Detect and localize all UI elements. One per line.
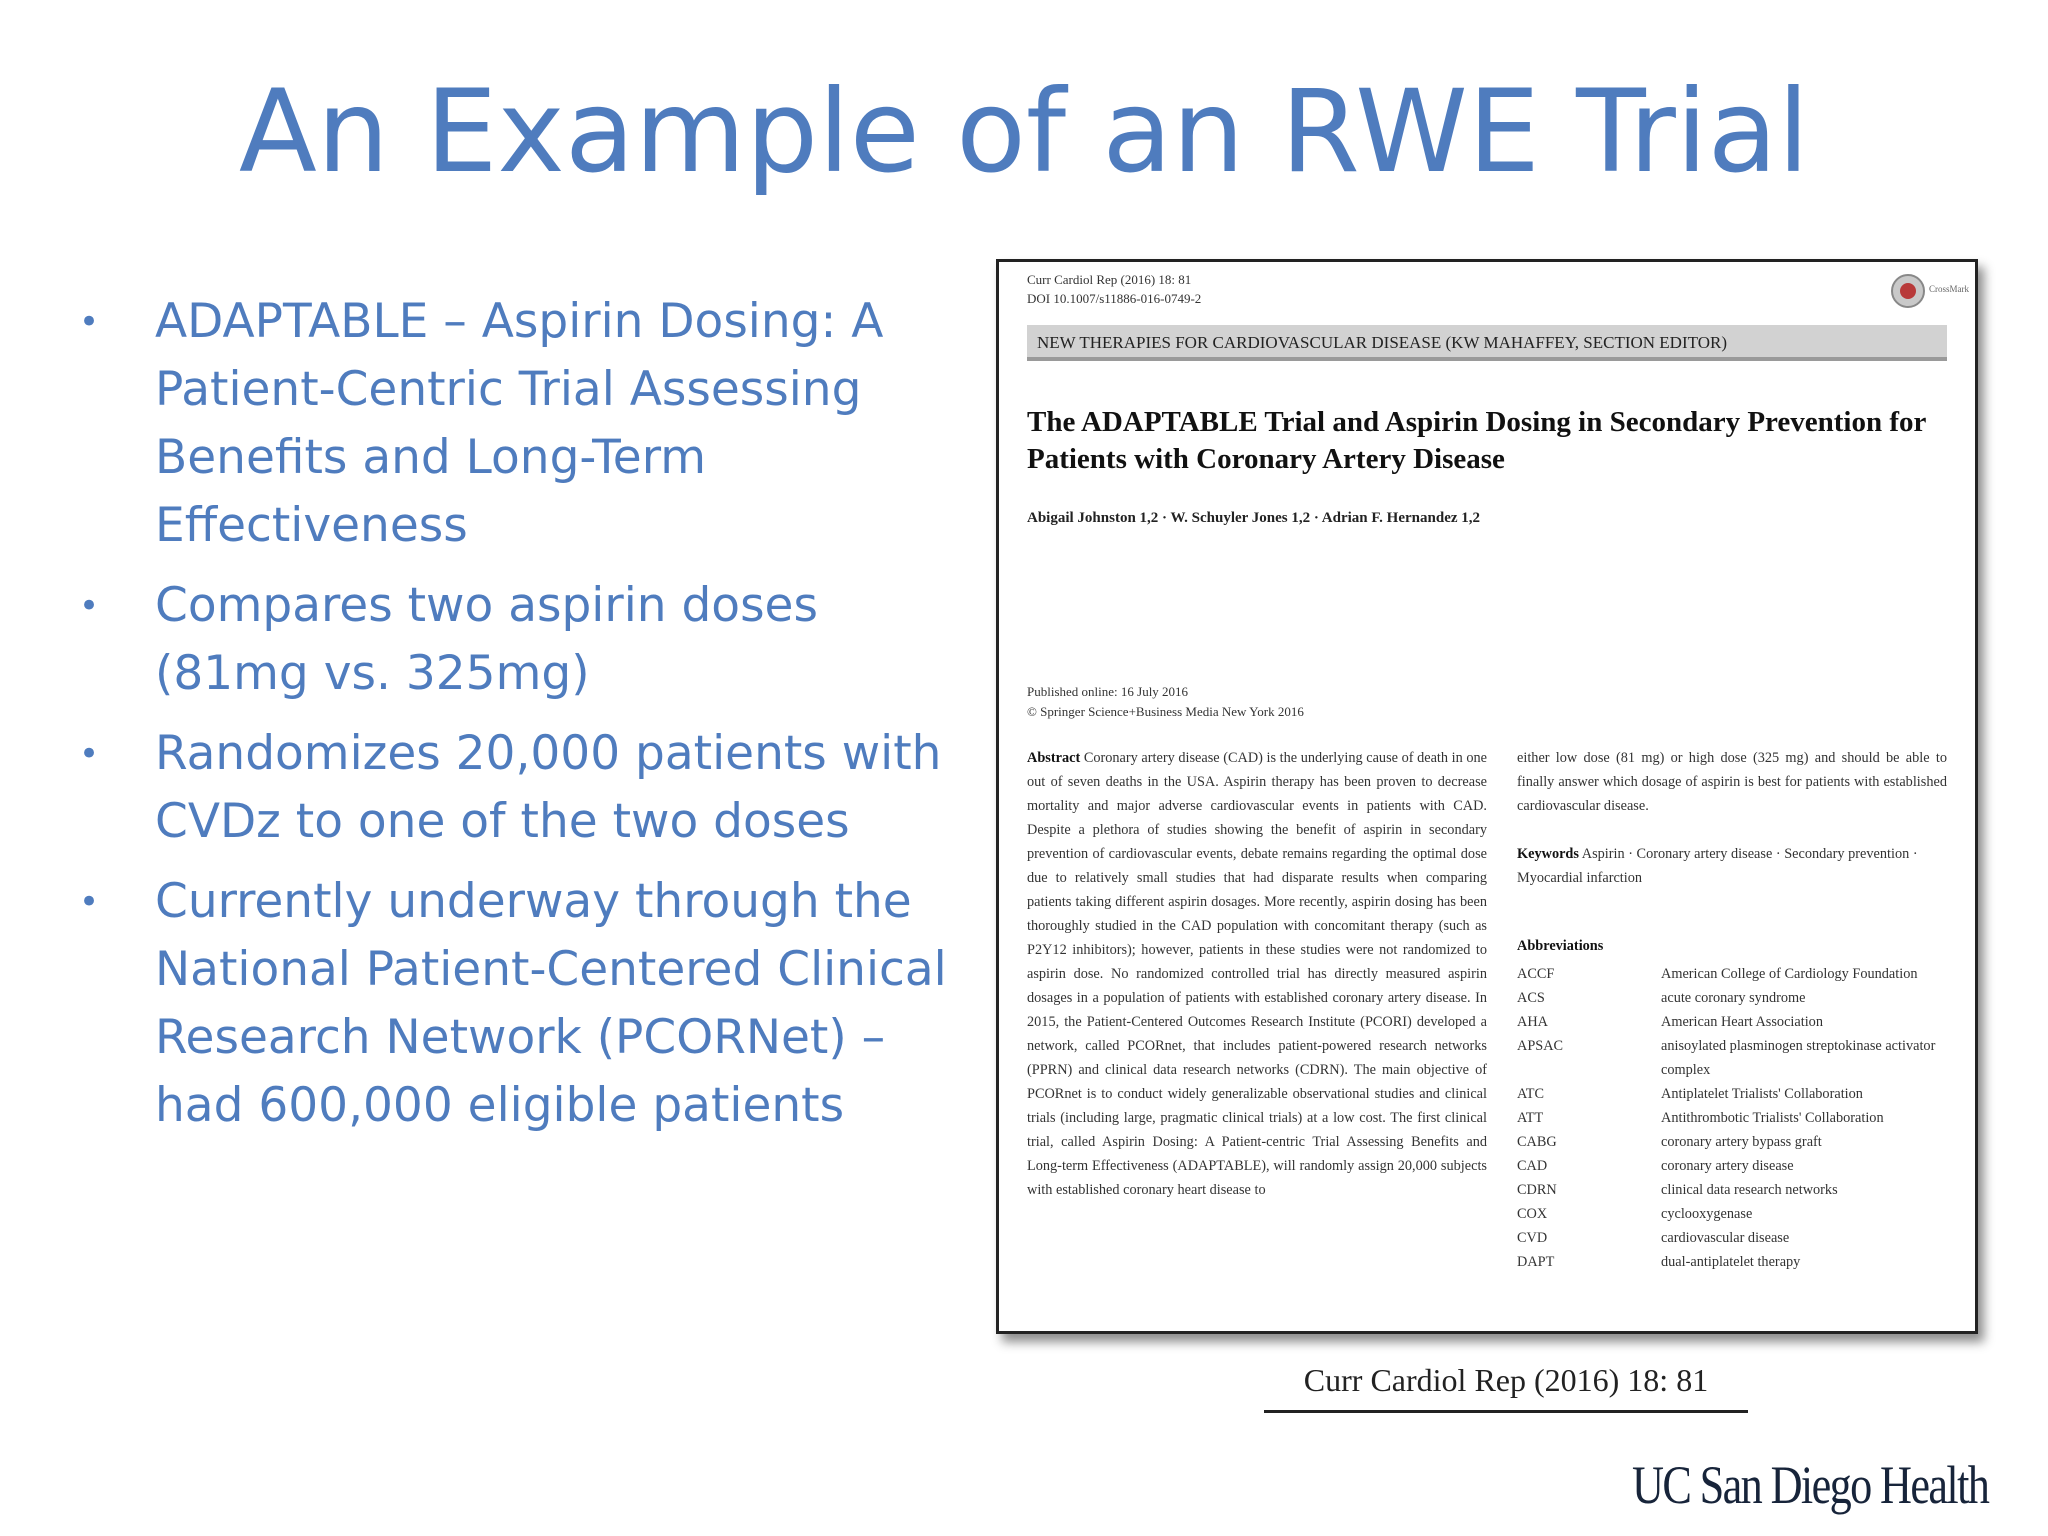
abbreviations-heading: Abbreviations bbox=[1517, 938, 1604, 954]
abstract bbox=[1027, 746, 1487, 1202]
bullet-text: Randomizes 20,000 patients with CVDz to one of the two doses bbox=[155, 726, 942, 849]
published-date: Published online: 16 July 2016 bbox=[1027, 684, 1189, 699]
journal-line: Curr Cardiol Rep (2016) 18: 81 bbox=[1027, 272, 1192, 287]
abbreviation-row bbox=[1517, 1106, 1957, 1130]
bullet-list bbox=[75, 288, 975, 1152]
crossmark-label: CrossMark bbox=[1929, 284, 1969, 294]
abbr-key: ACCF bbox=[1517, 966, 1555, 982]
abbr-value: American College of Cardiology Foundation bbox=[1661, 966, 1918, 982]
abstract-label: Abstract bbox=[1027, 750, 1081, 766]
bullet-text: Currently underway through the National Patient-Centered Clinical Research Network (PCORNet) – had 600,000 eligible patients bbox=[155, 874, 947, 1133]
abbr-key: ACS bbox=[1517, 990, 1545, 1006]
abstract-continued: either low dose (81 mg) or high dose (325 mg) and should be able to finally answer which dosage of aspirin is best for patients with established cardiovascular disease. bbox=[1517, 750, 1947, 814]
abbr-value: clinical data research networks bbox=[1661, 1182, 1838, 1198]
paper-header bbox=[1027, 270, 1201, 308]
abbr-value: Antiplatelet Trialists' Collaboration bbox=[1661, 1086, 1863, 1102]
abbreviation-row bbox=[1517, 1010, 1957, 1034]
bullet-item bbox=[75, 572, 975, 708]
abbreviation-row bbox=[1517, 1034, 1957, 1082]
abbreviation-row bbox=[1517, 1082, 1957, 1106]
abbr-key: COX bbox=[1517, 1206, 1548, 1222]
section-bar: NEW THERAPIES FOR CARDIOVASCULAR DISEASE (KW MAHAFFEY, SECTION EDITOR) bbox=[1027, 325, 1947, 361]
abbr-key: CABG bbox=[1517, 1134, 1557, 1150]
bullet-text: Compares two aspirin doses (81mg vs. 325mg) bbox=[155, 578, 818, 701]
crossmark-icon bbox=[1891, 274, 1925, 308]
abbreviation-row bbox=[1517, 1226, 1957, 1250]
paper-title: The ADAPTABLE Trial and Aspirin Dosing in Secondary Prevention for Patients with Coronary Artery Disease bbox=[1027, 406, 1926, 475]
abbreviation-row bbox=[1517, 1250, 1957, 1274]
abbr-value: coronary artery bypass graft bbox=[1661, 1134, 1822, 1150]
bullet-item bbox=[75, 288, 975, 560]
publication-info bbox=[1027, 682, 1304, 722]
abbr-key: ATT bbox=[1517, 1110, 1544, 1126]
abbreviation-row bbox=[1517, 1154, 1957, 1178]
abbr-key: AHA bbox=[1517, 1014, 1548, 1030]
abbreviation-row bbox=[1517, 1178, 1957, 1202]
abbr-key: CAD bbox=[1517, 1158, 1548, 1174]
paper-image bbox=[996, 259, 1978, 1334]
bullet-dot: • bbox=[79, 302, 100, 342]
abbreviation-row bbox=[1517, 962, 1957, 986]
keywords-label: Keywords bbox=[1517, 846, 1579, 862]
bullet-dot: • bbox=[79, 586, 100, 626]
abbr-key: CVD bbox=[1517, 1230, 1548, 1246]
abbr-value: cyclooxygenase bbox=[1661, 1206, 1753, 1222]
abbr-value: acute coronary syndrome bbox=[1661, 990, 1806, 1006]
abbr-value: coronary artery disease bbox=[1661, 1158, 1794, 1174]
abbr-value: Antithrombotic Trialists' Collaboration bbox=[1661, 1110, 1884, 1126]
abbr-value: cardiovascular disease bbox=[1661, 1230, 1790, 1246]
abbreviation-row bbox=[1517, 1202, 1957, 1226]
copyright: © Springer Science+Business Media New York 2016 bbox=[1027, 704, 1304, 719]
bullet-dot: • bbox=[79, 734, 100, 774]
keywords-text: Aspirin · Coronary artery disease · Secondary prevention · Myocardial infarction bbox=[1517, 846, 1918, 886]
abbreviations-list bbox=[1517, 962, 1957, 1274]
abbr-value: anisoylated plasminogen streptokinase activator complex bbox=[1661, 1038, 1936, 1078]
bullet-dot: • bbox=[79, 882, 100, 922]
paper-authors: Abigail Johnston 1,2 · W. Schuyler Jones 1,2 · Adrian F. Hernandez 1,2 bbox=[1027, 510, 1481, 526]
abbr-value: American Heart Association bbox=[1661, 1014, 1823, 1030]
abbreviation-row bbox=[1517, 986, 1957, 1010]
abbr-key: APSAC bbox=[1517, 1038, 1564, 1054]
bullet-item bbox=[75, 868, 975, 1140]
abbr-value: dual-antiplatelet therapy bbox=[1661, 1254, 1801, 1270]
keywords bbox=[1517, 842, 1947, 890]
doi-line: DOI 10.1007/s11886-016-0749-2 bbox=[1027, 291, 1202, 306]
abstract-text: Coronary artery disease (CAD) is the underlying cause of death in one out of seven deaths in the USA. Aspirin therapy has been proven to decrease mortality and major adverse cardiovascular events in patients with CAD. Despite a plethora of studies showing the benefit of aspirin in secondary prevention of cardiovascular events, debate remains regarding the optimal dose due to relatively small studies that had disparate results when comparing patients taking different aspirin dosages. More recently, aspirin dosing has been thoroughly studied in the CAD population with concomitant therapy (such as P2Y12 inhibitors); however, patients in these studies were not randomized to aspirin dose. No randomized controlled trial has directly measured aspirin dosages in a population of patients with established coronary artery disease. In 2015, the Patient-Centered Outcomes Research Institute (PCORI) developed a network, called PCORnet, that includes patient-powered research networks (PPRN) and clinical data research networks (CDRN). The main objective of PCORnet is to conduct widely generalizable observational studies and clinical trials (including large, pragmatic clinical trials) at a low cost. The first clinical trial, called Aspirin Dosing: A Patient-centric Trial Assessing Benefits and Long-term Effectiveness (ADAPTABLE), will randomly assign 20,000 subjects with established coronary heart disease to bbox=[1027, 750, 1488, 1198]
caption-underline bbox=[1264, 1410, 1748, 1413]
abbr-key: ATC bbox=[1517, 1086, 1545, 1102]
abbr-key: CDRN bbox=[1517, 1182, 1557, 1198]
bullet-item bbox=[75, 720, 975, 856]
ucsd-health-logo: UC San Diego Health bbox=[1632, 1455, 1989, 1515]
slide-title: An Example of an RWE Trial bbox=[238, 65, 1810, 198]
bullet-text: ADAPTABLE – Aspirin Dosing: A Patient-Centric Trial Assessing Benefits and Long-Term Effectiveness bbox=[155, 294, 884, 553]
abbr-key: DAPT bbox=[1517, 1254, 1555, 1270]
abbreviation-row bbox=[1517, 1130, 1957, 1154]
paper-caption: Curr Cardiol Rep (2016) 18: 81 bbox=[1303, 1362, 1709, 1398]
